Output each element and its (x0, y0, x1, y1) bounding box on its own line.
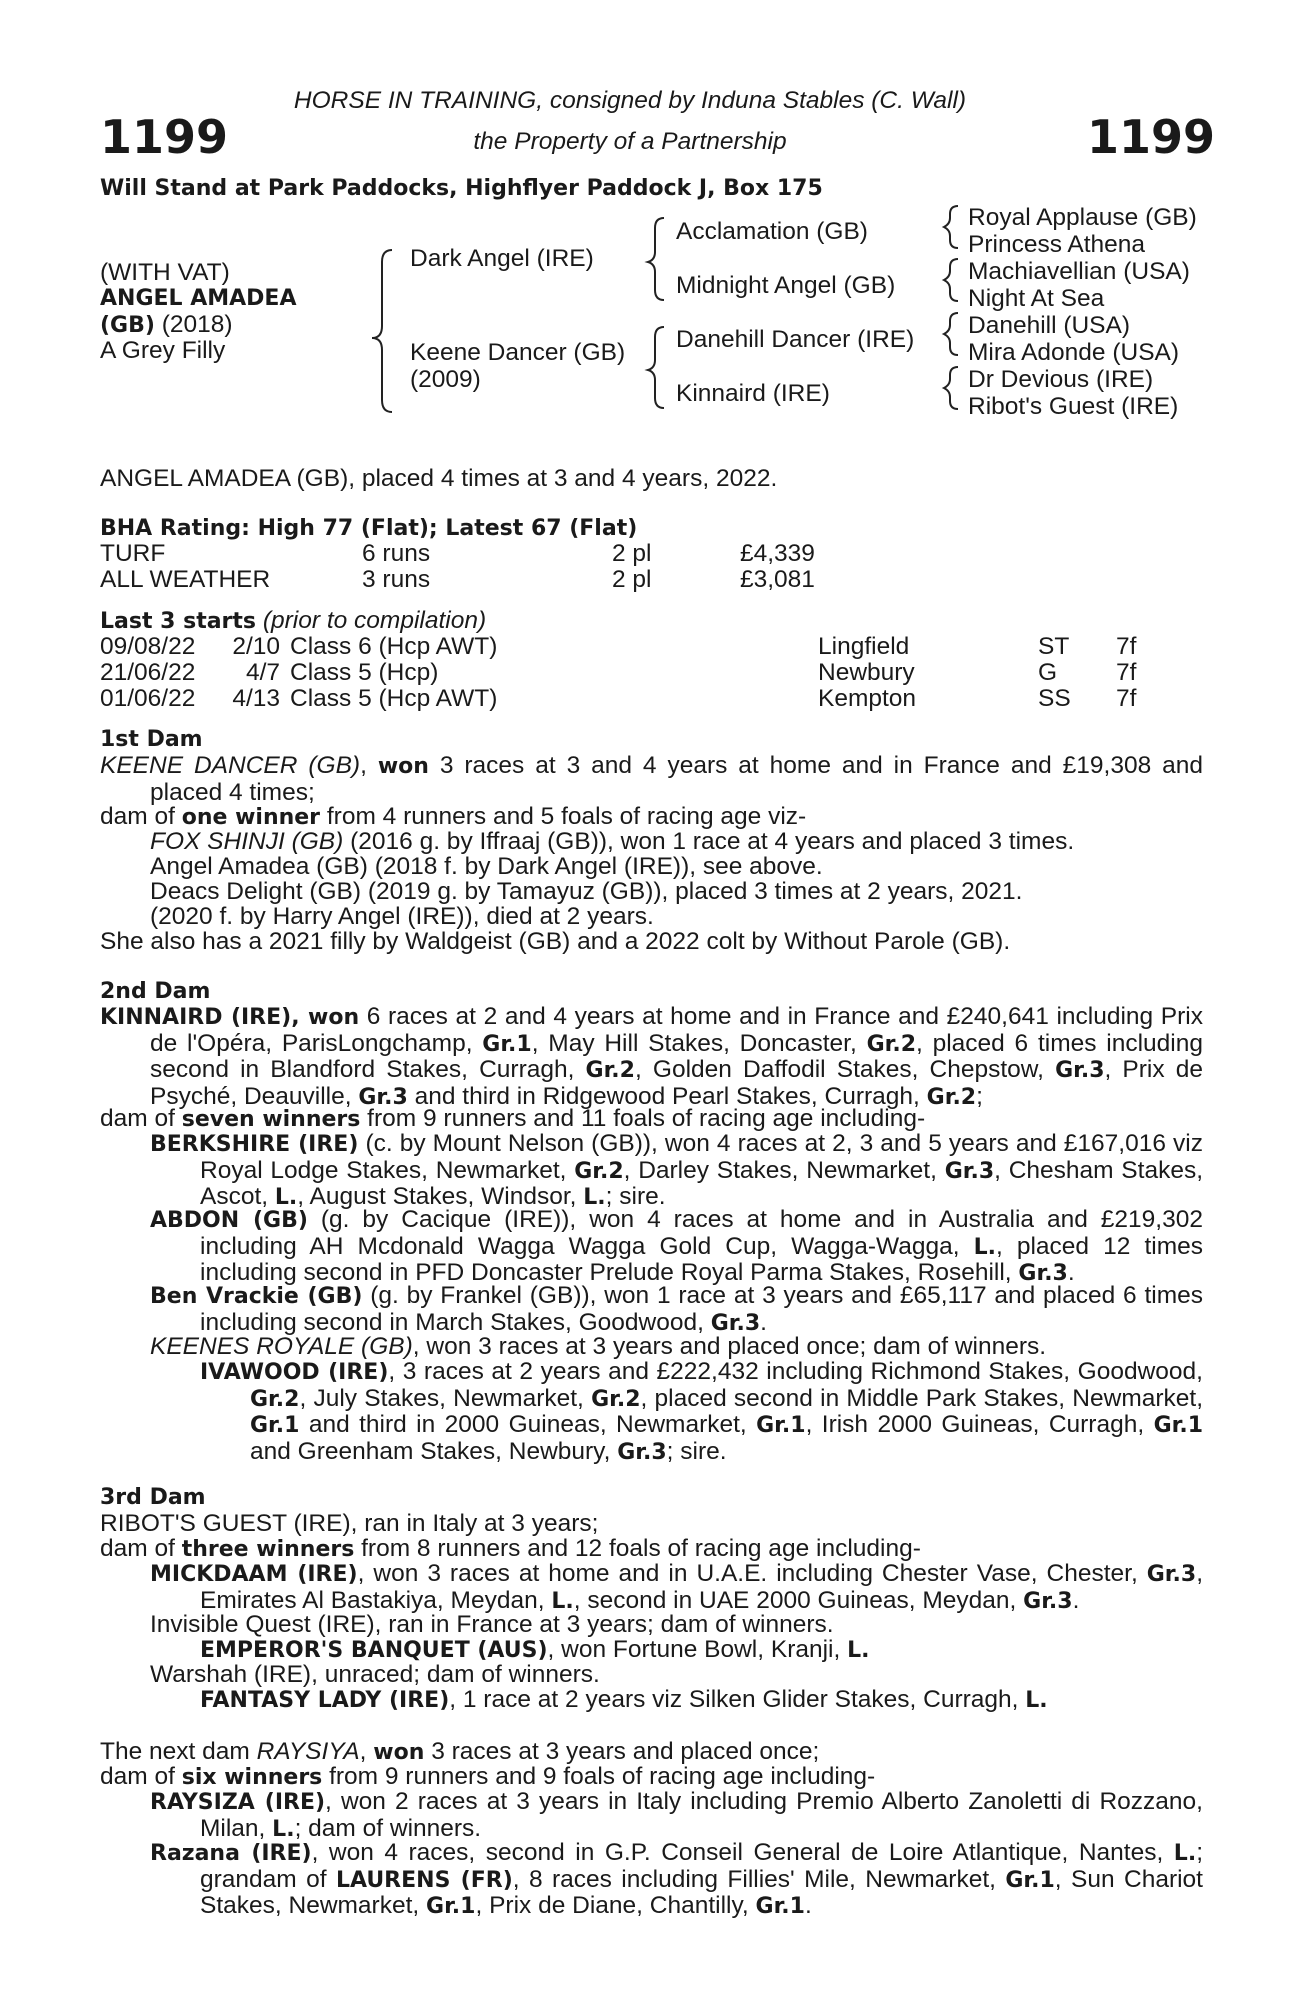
start-date: 09/08/22 (100, 633, 196, 660)
grade-label: Gr.1 (756, 1413, 806, 1438)
grade-label: Gr.1 (1153, 1413, 1203, 1438)
start-distance: 7f (1116, 659, 1137, 686)
text: from 9 runners and 11 foals of racing age including- (360, 1105, 926, 1132)
grandprogeny-name: LAURENS (FR) (335, 1867, 513, 1893)
grade-label: Gr.1 (426, 1894, 476, 1919)
winner-count: seven winners (181, 1107, 361, 1132)
progeny-raysiza (150, 1789, 1203, 1842)
text: dam of (100, 803, 182, 830)
rating-heading: BHA Rating: High 77 (Flat); Latest 67 (Flat) (100, 516, 638, 541)
progeny-berkshire (150, 1131, 1203, 1211)
grade-label: Gr.3 (944, 1158, 995, 1184)
grade-label: Gr.3 (1023, 1588, 1073, 1614)
start-going: G (1038, 659, 1058, 686)
second-dam-record (100, 1004, 1203, 1110)
start-going: SS (1038, 685, 1071, 712)
text: , (359, 1738, 374, 1765)
progeny-text: (2016 g. by Iffraaj (GB)), won 1 race at 4 years and placed 3 times. (343, 828, 1075, 855)
text: ; grandam of (200, 1839, 1203, 1893)
progeny-name: MICKDAAM (IRE) (150, 1562, 358, 1587)
brace-main (372, 250, 392, 412)
brace-ss (944, 206, 958, 248)
text: (g. by Frankel (GB)), won 1 race at 3 years and £65,117 and placed 6 times including second in March Stakes, Goodwood, (200, 1282, 1203, 1336)
progeny-fantasy-lady (200, 1687, 1048, 1714)
grade-label: Gr.3 (358, 1084, 408, 1110)
brace-ds (944, 313, 958, 355)
ped-sss: Royal Applause (GB) (968, 204, 1197, 231)
first-dam-text: 3 races at 3 and 4 years at home and in France and £19,308 and placed 4 times; (150, 752, 1203, 806)
grade-label: Gr.1 (482, 1031, 532, 1057)
second-dam-name: KINNAIRD (IRE) (100, 1005, 292, 1030)
text: from 4 runners and 5 foals of racing age viz- (320, 803, 807, 830)
starts-note: (prior to compilation) (262, 607, 487, 634)
third-dam-progeny (100, 1536, 921, 1563)
summary: ANGEL AMADEA (GB), placed 4 times at 3 and 4 years, 2022. (100, 465, 778, 492)
text: , Prix de Psyché, Deauville, (150, 1056, 1203, 1110)
sire-sire: Acclamation (GB) (676, 218, 868, 245)
rating-surface: TURF (100, 540, 166, 567)
starts-heading: Last 3 starts (100, 609, 257, 634)
start-distance: 7f (1116, 633, 1137, 660)
start-class: Class 6 (Hcp AWT) (290, 633, 498, 660)
text: The next dam (100, 1738, 257, 1765)
grade-label: Gr.3 (710, 1310, 761, 1336)
progeny-deacs-delight: Deacs Delight (GB) (2019 g. by Tamayuz (GB)), placed 3 times at 2 years, 2021. (150, 878, 1023, 905)
text: , second in UAE 2000 Guineas, Meydan, (573, 1586, 1024, 1614)
lot-number-right: 1199 (1087, 110, 1216, 164)
sire-dam: Midnight Angel (GB) (676, 272, 896, 299)
text: , Prix de Diane, Chantilly, (475, 1892, 756, 1919)
progeny-invisible-quest: Invisible Quest (IRE), ran in France at 3 years; dam of winners. (150, 1611, 834, 1638)
grade-label: Gr.2 (585, 1058, 635, 1083)
first-dam-progeny (100, 804, 806, 831)
text: ; dam of winners. (294, 1814, 482, 1842)
winner-count: three winners (181, 1537, 355, 1562)
grade-label: Gr.2 (574, 1158, 624, 1184)
text: dam of (100, 1105, 182, 1132)
text: , 1 race at 2 years viz Silken Glider Stakes, Curragh, (449, 1686, 1026, 1713)
progeny-mickdaam (150, 1561, 1203, 1614)
winner-count: one winner (181, 805, 321, 830)
progeny-name: EMPEROR'S BANQUET (AUS) (200, 1638, 548, 1663)
dam-year: (2009) (410, 366, 481, 393)
text: 6 races at 2 and 4 years at home and in France and £240,641 including Prix de l'Opéra, ParisLongchamp, (150, 1003, 1203, 1057)
progeny-warshah: Warshah (IRE), unraced; dam of winners. (150, 1661, 600, 1688)
text: . (1072, 1586, 1080, 1614)
brace-dam (648, 327, 664, 408)
progeny-ivawood (200, 1359, 1203, 1465)
progeny-name: Ben Vrackie (GB) (150, 1284, 363, 1309)
progeny-name: KEENES ROYALE (GB) (150, 1333, 413, 1360)
rating-earnings: £3,081 (740, 566, 815, 593)
start-date: 01/06/22 (100, 685, 196, 712)
text: , won 2 races at 3 years in Italy including Premio Alberto Zanoletti di Rozzano, Milan, (200, 1788, 1203, 1842)
start-row (0, 686, 1314, 712)
first-dam-heading: 1st Dam (100, 727, 203, 752)
start-row (0, 634, 1314, 660)
first-dam-name: KEENE DANCER (GB) (100, 752, 361, 779)
dam-sire: Danehill Dancer (IRE) (676, 326, 915, 353)
progeny-name: Razana (IRE) (150, 1841, 312, 1866)
dam-dam: Kinnaird (IRE) (676, 380, 830, 407)
ped-dss: Danehill (USA) (968, 312, 1131, 339)
second-dam-progeny (100, 1106, 925, 1133)
grade-label: Gr.1 (1005, 1867, 1055, 1893)
progeny-angel-amadea: Angel Amadea (GB) (2018 f. by Dark Angel (IRE)), see above. (150, 853, 823, 880)
text: , won Fortune Bowl, Kranji, (547, 1636, 848, 1663)
grade-label: Gr.1 (250, 1413, 300, 1438)
next-dam-name: RAYSIYA (256, 1738, 360, 1765)
text: , Chesham Stakes, Ascot, (200, 1156, 1204, 1210)
text: and third in 2000 Guineas, Newmarket, (299, 1411, 757, 1438)
progeny-name: IVAWOOD (IRE) (200, 1360, 389, 1385)
text: , won 3 races at home and in U.A.E. including Chester Vase, Chester, (357, 1560, 1147, 1587)
vat-label: (WITH VAT) (100, 259, 230, 286)
ped-ddd: Ribot's Guest (IRE) (968, 393, 1179, 420)
rating-earnings: £4,339 (740, 540, 815, 567)
progeny-name: FANTASY LADY (IRE) (200, 1688, 450, 1713)
grade-label: Gr.3 (1018, 1261, 1068, 1286)
rating-placed: 2 pl (612, 540, 652, 567)
brace-dd (944, 367, 958, 409)
horse-country: (GB) (100, 313, 155, 338)
text: , won 3 races at 3 years and placed once; dam of winners. (412, 1333, 1047, 1360)
text: , August Stakes, Windsor, (297, 1183, 584, 1210)
progeny-emperors-banquet (200, 1637, 870, 1664)
next-dam-progeny (100, 1764, 875, 1791)
progeny-name: FOX SHINJI (GB) (150, 828, 344, 855)
text: , Irish 2000 Guineas, Curragh, (805, 1411, 1154, 1438)
text: , Golden Daffodil Stakes, Chepstow, (634, 1056, 1056, 1083)
grade-label: Gr.2 (866, 1031, 916, 1057)
third-dam-record: RIBOT'S GUEST (IRE), ran in Italy at 3 years; (100, 1510, 599, 1537)
progeny-ben-vrackie (150, 1283, 1203, 1336)
start-position: 4/7 (245, 659, 280, 686)
text: and Greenham Stakes, Newbury, (250, 1437, 618, 1465)
grade-label: L. (973, 1234, 996, 1260)
rating-runs: 3 runs (362, 566, 431, 593)
horse-description: A Grey Filly (100, 337, 226, 364)
text: , Darley Stakes, Newmarket, (623, 1156, 945, 1184)
won-label: won (373, 1740, 425, 1765)
text: , Sun Chariot Stakes, Newmarket, (200, 1865, 1203, 1919)
grade-label: L. (1173, 1841, 1197, 1866)
first-dam-record: KEENE DANCER (GB), won 3 races at 3 and 4 years at home and in France and £19,308 and placed 4 times; (100, 752, 1203, 806)
winner-count: six winners (181, 1765, 323, 1790)
text: , 8 races including Fillies' Mile, Newmarket, (512, 1865, 1006, 1893)
won-label: won (377, 754, 429, 779)
text: . (804, 1892, 812, 1919)
text: , May Hill Stakes, Doncaster, (531, 1029, 867, 1057)
progeny-name: ABDON (GB) (150, 1208, 308, 1233)
grade-label: Gr.3 (617, 1439, 667, 1465)
rating-surface: ALL WEATHER (100, 566, 271, 593)
start-distance: 7f (1116, 685, 1137, 712)
start-class: Class 5 (Hcp AWT) (290, 685, 498, 712)
grade-label: L. (847, 1638, 870, 1663)
progeny-2020-filly: (2020 f. by Harry Angel (IRE)), died at 2 years. (150, 903, 654, 930)
text: 3 races at 3 years and placed once; (424, 1738, 820, 1765)
ped-dsd: Mira Adonde (USA) (968, 339, 1180, 366)
grade-label: Gr.3 (1055, 1058, 1105, 1083)
text: ; (976, 1082, 983, 1110)
grade-label: L. (274, 1185, 298, 1210)
second-dam-heading: 2nd Dam (100, 979, 211, 1004)
grade-label: Gr.3 (1146, 1562, 1197, 1587)
grade-label: Gr.2 (926, 1084, 977, 1110)
text: . (1067, 1259, 1075, 1286)
grade-label: L. (1025, 1688, 1048, 1713)
third-dam-heading: 3rd Dam (100, 1485, 206, 1510)
start-course: Newbury (818, 659, 915, 686)
brace-sire (648, 218, 664, 300)
start-course: Lingfield (818, 633, 910, 660)
brace-sd (944, 259, 958, 301)
grade-label: L. (272, 1816, 295, 1842)
text: from 8 runners and 12 foals of racing age including- (354, 1535, 921, 1562)
lot-number-left: 1199 (100, 110, 229, 164)
text: , placed 6 times including second in Blandford Stakes, Curragh, (150, 1029, 1203, 1083)
rating-row (0, 541, 1314, 567)
text: , July Stakes, Newmarket, (299, 1384, 592, 1412)
start-course: Kempton (818, 685, 917, 712)
starts-heading-line (100, 608, 486, 635)
progeny-abdon (150, 1207, 1203, 1287)
progeny-razana (150, 1840, 1203, 1920)
text: from 9 runners and 9 foals of racing age including- (322, 1763, 876, 1790)
progeny-name: BERKSHIRE (IRE) (150, 1132, 359, 1157)
property-line: the Property of a Partnership (473, 128, 787, 155)
rating-placed: 2 pl (612, 566, 652, 593)
ped-dds: Dr Devious (IRE) (968, 366, 1154, 393)
text: , placed 12 times including second in PFD Doncaster Prelude Royal Parma Stakes, Rosehill, (200, 1232, 1203, 1286)
progeny-name: RAYSIZA (IRE) (150, 1790, 326, 1815)
text: . (760, 1308, 767, 1336)
ped-sds: Machiavellian (USA) (968, 258, 1190, 285)
start-row (0, 660, 1314, 686)
text: ; sire. (666, 1437, 727, 1465)
stand-location: Will Stand at Park Paddocks, Highflyer Paddock J, Box 175 (100, 176, 823, 201)
progeny-keenes-royale (150, 1334, 1046, 1360)
won-label: , won (291, 1005, 360, 1030)
grade-label: Gr.1 (755, 1894, 805, 1919)
horse-year: (2018) (161, 311, 233, 338)
start-going: ST (1038, 633, 1070, 660)
text: , won 4 races, second in G.P. Conseil General de Loire Atlantique, Nantes, (311, 1839, 1174, 1866)
text: (c. by Mount Nelson (GB)), won 4 races at 2, 3 and 5 years and £167,016 viz Royal Lodge Stakes, Newmarket, (200, 1130, 1203, 1184)
text: , Emirates Al Bastakiya, Meydan, (200, 1560, 1203, 1614)
grade-label: L. (551, 1588, 574, 1614)
grade-label: Gr.2 (250, 1386, 300, 1412)
sire: Dark Angel (IRE) (410, 245, 594, 272)
ped-ssd: Princess Athena (968, 231, 1146, 258)
progeny-fox-shinji (150, 829, 1074, 855)
start-class: Class 5 (Hcp) (290, 659, 439, 686)
text: (g. by Cacique (IRE)), won 4 races at home and in Australia and £219,302 including AH Mcdonald Wagga Wagga Gold Cup, Wagga-Wagga, (200, 1206, 1203, 1260)
next-dam-record (100, 1739, 819, 1766)
start-position: 2/10 (232, 633, 280, 660)
rating-runs: 6 runs (362, 540, 431, 567)
text: ; sire. (605, 1183, 666, 1210)
ped-sdd: Night At Sea (968, 285, 1105, 312)
consignment-line: HORSE IN TRAINING, consigned by Induna Stables (C. Wall) (293, 87, 967, 114)
grade-label: Gr.2 (591, 1386, 641, 1412)
first-dam-also: She also has a 2021 filly by Waldgeist (GB) and a 2022 colt by Without Parole (GB). (100, 928, 1011, 955)
grade-label: L. (583, 1185, 606, 1210)
horse-name: ANGEL AMADEA (100, 286, 297, 311)
rating-row (0, 567, 1314, 593)
text: and third in Ridgewood Pearl Stakes, Curragh, (407, 1082, 927, 1110)
text: , placed second in Middle Park Stakes, Newmarket, (640, 1384, 1203, 1412)
start-date: 21/06/22 (100, 659, 196, 686)
text: , 3 races at 2 years and £222,432 including Richmond Stakes, Goodwood, (388, 1358, 1203, 1385)
text: dam of (100, 1535, 182, 1562)
text: dam of (100, 1763, 182, 1790)
start-position: 4/13 (232, 685, 280, 712)
dam: Keene Dancer (GB) (410, 339, 626, 366)
